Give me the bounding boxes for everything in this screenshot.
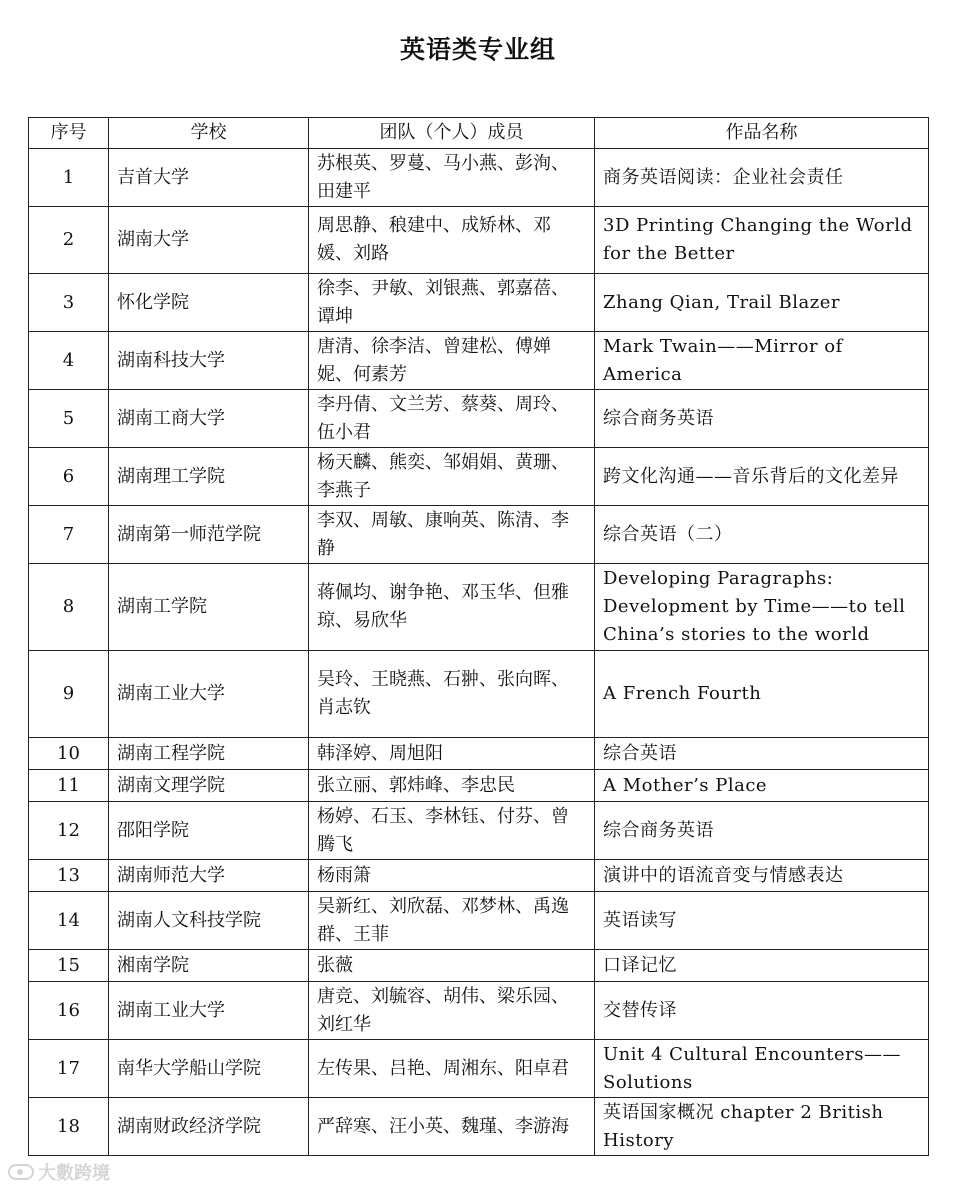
table-body	[29, 149, 929, 1156]
cell-members: 杨婷、石玉、李林钰、付芬、曾腾飞	[309, 802, 595, 860]
cell-members: 张薇	[309, 950, 595, 982]
table-row	[29, 950, 929, 982]
cell-members: 严辞寒、汪小英、魏瑾、李游海	[309, 1098, 595, 1156]
table-row	[29, 892, 929, 950]
table-row	[29, 332, 929, 390]
cell-members: 韩泽婷、周旭阳	[309, 738, 595, 770]
cell-work: A Mother’s Place	[595, 770, 929, 802]
cell-members: 杨雨箫	[309, 860, 595, 892]
cell-members: 吴玲、王晓燕、石翀、张向晖、肖志钦	[309, 651, 595, 738]
cell-members: 李丹倩、文兰芳、蔡葵、周玲、伍小君	[309, 390, 595, 448]
cell-no: 11	[29, 770, 109, 802]
cell-work: 综合商务英语	[595, 390, 929, 448]
cell-work: Unit 4 Cultural Encounters——Solutions	[595, 1040, 929, 1098]
table-row	[29, 651, 929, 738]
cell-no: 5	[29, 390, 109, 448]
watermark-text: 大數跨境	[38, 1163, 110, 1184]
cell-no: 2	[29, 207, 109, 274]
cell-work: 跨文化沟通——音乐背后的文化差异	[595, 448, 929, 506]
cell-no: 1	[29, 149, 109, 207]
cell-members: 苏根英、罗蔓、马小燕、彭洵、田建平	[309, 149, 595, 207]
cell-school: 湖南工业大学	[109, 982, 309, 1040]
watermark-logo-icon	[8, 1164, 34, 1180]
cell-members: 杨天麟、熊奕、邹娟娟、黄珊、李燕子	[309, 448, 595, 506]
table-row	[29, 207, 929, 274]
table-row	[29, 860, 929, 892]
cell-school: 湖南工商大学	[109, 390, 309, 448]
cell-members: 蒋佩均、谢争艳、邓玉华、但雅琼、易欣华	[309, 564, 595, 651]
cell-no: 10	[29, 738, 109, 770]
cell-members: 吴新红、刘欣磊、邓梦林、禹逸群、王菲	[309, 892, 595, 950]
cell-school: 湖南第一师范学院	[109, 506, 309, 564]
table-row	[29, 1040, 929, 1098]
cell-school: 邵阳学院	[109, 802, 309, 860]
cell-members: 周思静、稂建中、成矫林、邓媛、刘路	[309, 207, 595, 274]
cell-no: 13	[29, 860, 109, 892]
cell-no: 18	[29, 1098, 109, 1156]
cell-school: 湖南理工学院	[109, 448, 309, 506]
cell-members: 徐李、尹敏、刘银燕、郭嘉蓓、谭坤	[309, 274, 595, 332]
results-table	[28, 117, 929, 1156]
cell-no: 17	[29, 1040, 109, 1098]
cell-no: 4	[29, 332, 109, 390]
cell-school: 湖南工程学院	[109, 738, 309, 770]
cell-work: 交替传译	[595, 982, 929, 1040]
cell-school: 吉首大学	[109, 149, 309, 207]
table-row	[29, 274, 929, 332]
header-no: 序号	[29, 118, 109, 149]
cell-work: 综合商务英语	[595, 802, 929, 860]
page-title: 英语类专业组	[399, 35, 556, 64]
cell-school: 湖南大学	[109, 207, 309, 274]
cell-work: 演讲中的语流音变与情感表达	[595, 860, 929, 892]
header-school: 学校	[109, 118, 309, 149]
table-row	[29, 149, 929, 207]
cell-no: 6	[29, 448, 109, 506]
cell-no: 8	[29, 564, 109, 651]
cell-no: 14	[29, 892, 109, 950]
cell-school: 湖南科技大学	[109, 332, 309, 390]
cell-work: 英语读写	[595, 892, 929, 950]
table-row	[29, 982, 929, 1040]
header-work: 作品名称	[595, 118, 929, 149]
table-row	[29, 390, 929, 448]
table-row	[29, 564, 929, 651]
cell-school: 湖南师范大学	[109, 860, 309, 892]
cell-no: 7	[29, 506, 109, 564]
cell-school: 湖南工学院	[109, 564, 309, 651]
cell-work: 综合英语	[595, 738, 929, 770]
cell-no: 15	[29, 950, 109, 982]
cell-work: 综合英语（二）	[595, 506, 929, 564]
cell-school: 湘南学院	[109, 950, 309, 982]
cell-work: Zhang Qian, Trail Blazer	[595, 274, 929, 332]
table-row	[29, 738, 929, 770]
table-row	[29, 1098, 929, 1156]
cell-members: 张立丽、郭炜峰、李忠民	[309, 770, 595, 802]
cell-school: 湖南工业大学	[109, 651, 309, 738]
watermark	[8, 1159, 110, 1185]
table-row	[29, 802, 929, 860]
cell-work: Mark Twain——Mirror of America	[595, 332, 929, 390]
cell-school: 湖南人文科技学院	[109, 892, 309, 950]
table-row	[29, 506, 929, 564]
cell-school: 怀化学院	[109, 274, 309, 332]
cell-no: 9	[29, 651, 109, 738]
cell-members: 唐竞、刘毓容、胡伟、梁乐园、刘红华	[309, 982, 595, 1040]
cell-work: 商务英语阅读：企业社会责任	[595, 149, 929, 207]
cell-members: 唐清、徐李洁、曾建松、傅婵妮、何素芳	[309, 332, 595, 390]
table-row	[29, 770, 929, 802]
header-members: 团队（个人）成员	[309, 118, 595, 149]
cell-no: 12	[29, 802, 109, 860]
cell-no: 3	[29, 274, 109, 332]
cell-work: Developing Paragraphs: Development by Time——to tell China’s stories to the world	[595, 564, 929, 651]
table-header-row	[29, 118, 929, 149]
cell-school: 南华大学船山学院	[109, 1040, 309, 1098]
cell-work: 英语国家概况 chapter 2 British History	[595, 1098, 929, 1156]
cell-no: 16	[29, 982, 109, 1040]
cell-work: 3D Printing Changing the World for the Better	[595, 207, 929, 274]
cell-school: 湖南财政经济学院	[109, 1098, 309, 1156]
cell-members: 左传果、吕艳、周湘东、阳卓君	[309, 1040, 595, 1098]
cell-work: 口译记忆	[595, 950, 929, 982]
cell-members: 李双、周敏、康响英、陈清、李静	[309, 506, 595, 564]
cell-work: A French Fourth	[595, 651, 929, 738]
cell-school: 湖南文理学院	[109, 770, 309, 802]
table-row	[29, 448, 929, 506]
